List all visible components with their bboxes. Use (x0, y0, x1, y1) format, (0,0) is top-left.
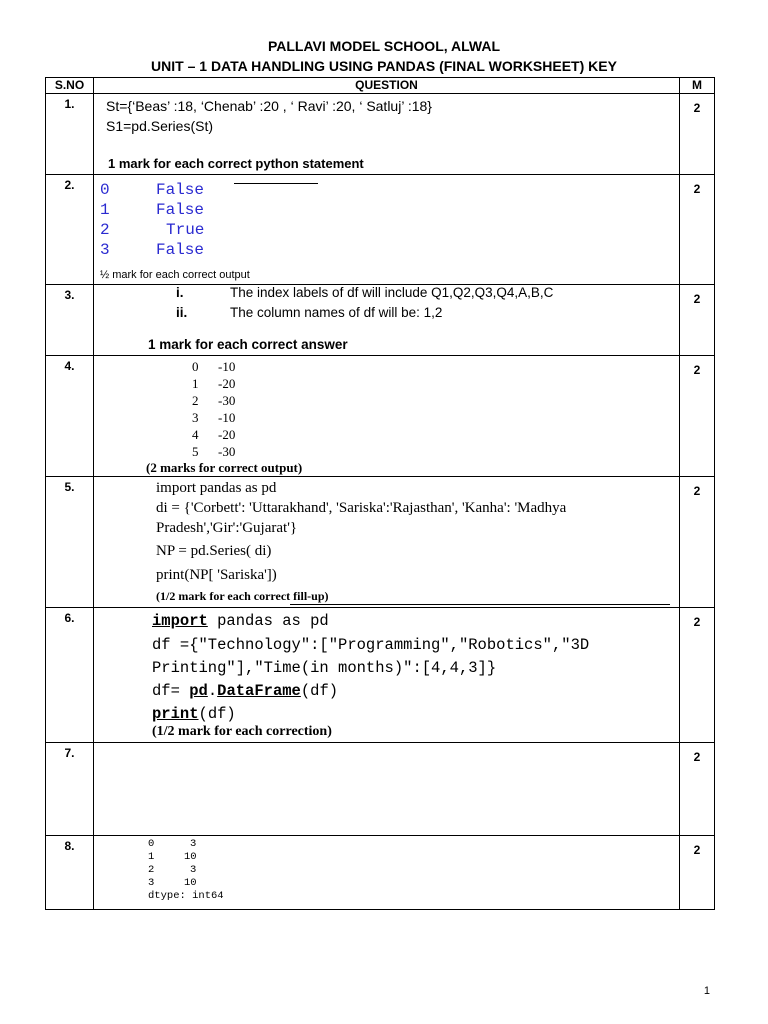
code-line: df ={"Technology":["Programming","Robotics","3D (152, 636, 590, 654)
row-number: 1. (46, 94, 94, 175)
table-row (46, 608, 715, 743)
marking-note: 1 mark for each correct python statement (108, 156, 364, 171)
divider (580, 284, 680, 285)
output-index: 0 (148, 838, 155, 850)
output-index: 1 (148, 851, 155, 863)
table-row (46, 94, 715, 175)
question-cell (94, 356, 680, 477)
question-cell (94, 285, 680, 356)
code-line: Pradesh','Gir':'Gujarat'} (156, 520, 298, 536)
output-index: 2 (100, 221, 110, 239)
output-value: 3 (190, 838, 197, 850)
output-index: 1 (100, 201, 110, 219)
output-index: 0 (100, 181, 110, 199)
row-number: 8. (46, 836, 94, 910)
table-row (46, 356, 715, 477)
output-value: 3 (190, 864, 197, 876)
question-cell (94, 94, 680, 175)
worksheet-title: UNIT – 1 DATA HANDLING USING PANDAS (FINAL WORKSHEET) KEY (151, 58, 617, 74)
output-index: 1 (192, 376, 199, 391)
marks-cell: 2 (680, 175, 715, 285)
marking-note: 1 mark for each correct answer (148, 337, 348, 352)
question-cell (94, 175, 680, 285)
output-value: -10 (218, 410, 236, 425)
output-index: 3 (100, 241, 110, 259)
output-index: 2 (148, 864, 155, 876)
marks-cell: 2 (680, 608, 715, 743)
output-value: -20 (218, 376, 236, 391)
output-value: True (166, 221, 205, 239)
row-number: 2. (46, 175, 94, 285)
school-name: PALLAVI MODEL SCHOOL, ALWAL (267, 38, 501, 54)
output-index: 2 (192, 393, 199, 408)
output-value: -30 (218, 444, 236, 459)
row-number: 6. (46, 608, 94, 743)
output-index: 3 (192, 410, 199, 425)
answer-line: St={‘Beas’ :18, ‘Chenab’ :20 , ‘ Ravi’ :20, ‘ Satluj’ :18} (106, 98, 432, 114)
divider (234, 183, 318, 184)
output-value: -10 (218, 359, 236, 374)
answer-line: S1=pd.Series(St) (106, 118, 213, 134)
table-row (46, 477, 715, 608)
question-cell (94, 743, 680, 836)
output-value: -30 (218, 393, 236, 408)
output-value: False (156, 201, 205, 219)
col-question-header: QUESTION (94, 78, 680, 94)
output-value: False (156, 241, 205, 259)
item-number: i. (176, 285, 184, 300)
marking-note: (1/2 mark for each correction) (152, 724, 332, 739)
marking-note: (2 marks for correct output) (146, 460, 303, 475)
row-number: 5. (46, 477, 94, 608)
marks-cell: 2 (680, 743, 715, 836)
table-row (46, 743, 715, 836)
divider (290, 604, 670, 605)
answer-key-table (45, 77, 715, 910)
output-index: 5 (192, 444, 199, 459)
item-number: ii. (176, 305, 188, 320)
marking-note: (1/2 mark for each correct fill-up) (156, 589, 329, 603)
output-value: 10 (184, 877, 197, 889)
code-line: import pandas as pd (156, 480, 277, 496)
marks-cell: 2 (680, 836, 715, 910)
code-line: df= pd.DataFrame(df) (152, 682, 339, 700)
output-index: 4 (192, 427, 199, 442)
output-value: 10 (184, 851, 197, 863)
marks-cell: 2 (680, 94, 715, 175)
question-cell (94, 836, 680, 910)
code-line: NP = pd.Series( di) (156, 543, 272, 559)
divider (242, 835, 680, 836)
row-number: 4. (46, 356, 94, 477)
question-cell (94, 477, 680, 608)
code-line: print(df) (152, 705, 236, 723)
table-row (46, 285, 715, 356)
table-row (46, 836, 715, 910)
code-line: Printing"],"Time(in months)":[4,4,3]} (152, 659, 497, 677)
marking-note: ½ mark for each correct output (100, 269, 250, 281)
output-index: 3 (148, 877, 155, 889)
dtype-line: dtype: int64 (148, 890, 224, 902)
output-index: 0 (192, 359, 199, 374)
marks-cell: 2 (680, 356, 715, 477)
output-value: -20 (218, 427, 236, 442)
table-row (46, 175, 715, 285)
item-text: The column names of df will be: 1,2 (230, 305, 443, 320)
row-number: 3. (46, 285, 94, 356)
page-number: 1 (703, 985, 710, 997)
marks-cell: 2 (680, 477, 715, 608)
output-value: False (156, 181, 205, 199)
code-line: print(NP[ 'Sariska']) (156, 567, 277, 583)
table-header-row (46, 78, 715, 94)
item-text: The index labels of df will include Q1,Q2,Q3,Q4,A,B,C (230, 285, 554, 300)
col-marks-header: M (680, 78, 715, 94)
code-line: import pandas as pd (152, 612, 329, 630)
question-cell (94, 608, 680, 743)
row-number: 7. (46, 743, 94, 836)
marks-cell: 2 (680, 285, 715, 356)
col-sno-header: S.NO (46, 78, 94, 94)
code-line: di = {'Corbett': 'Uttarakhand', 'Sariska':'Rajasthan', 'Kanha': 'Madhya (156, 500, 567, 516)
